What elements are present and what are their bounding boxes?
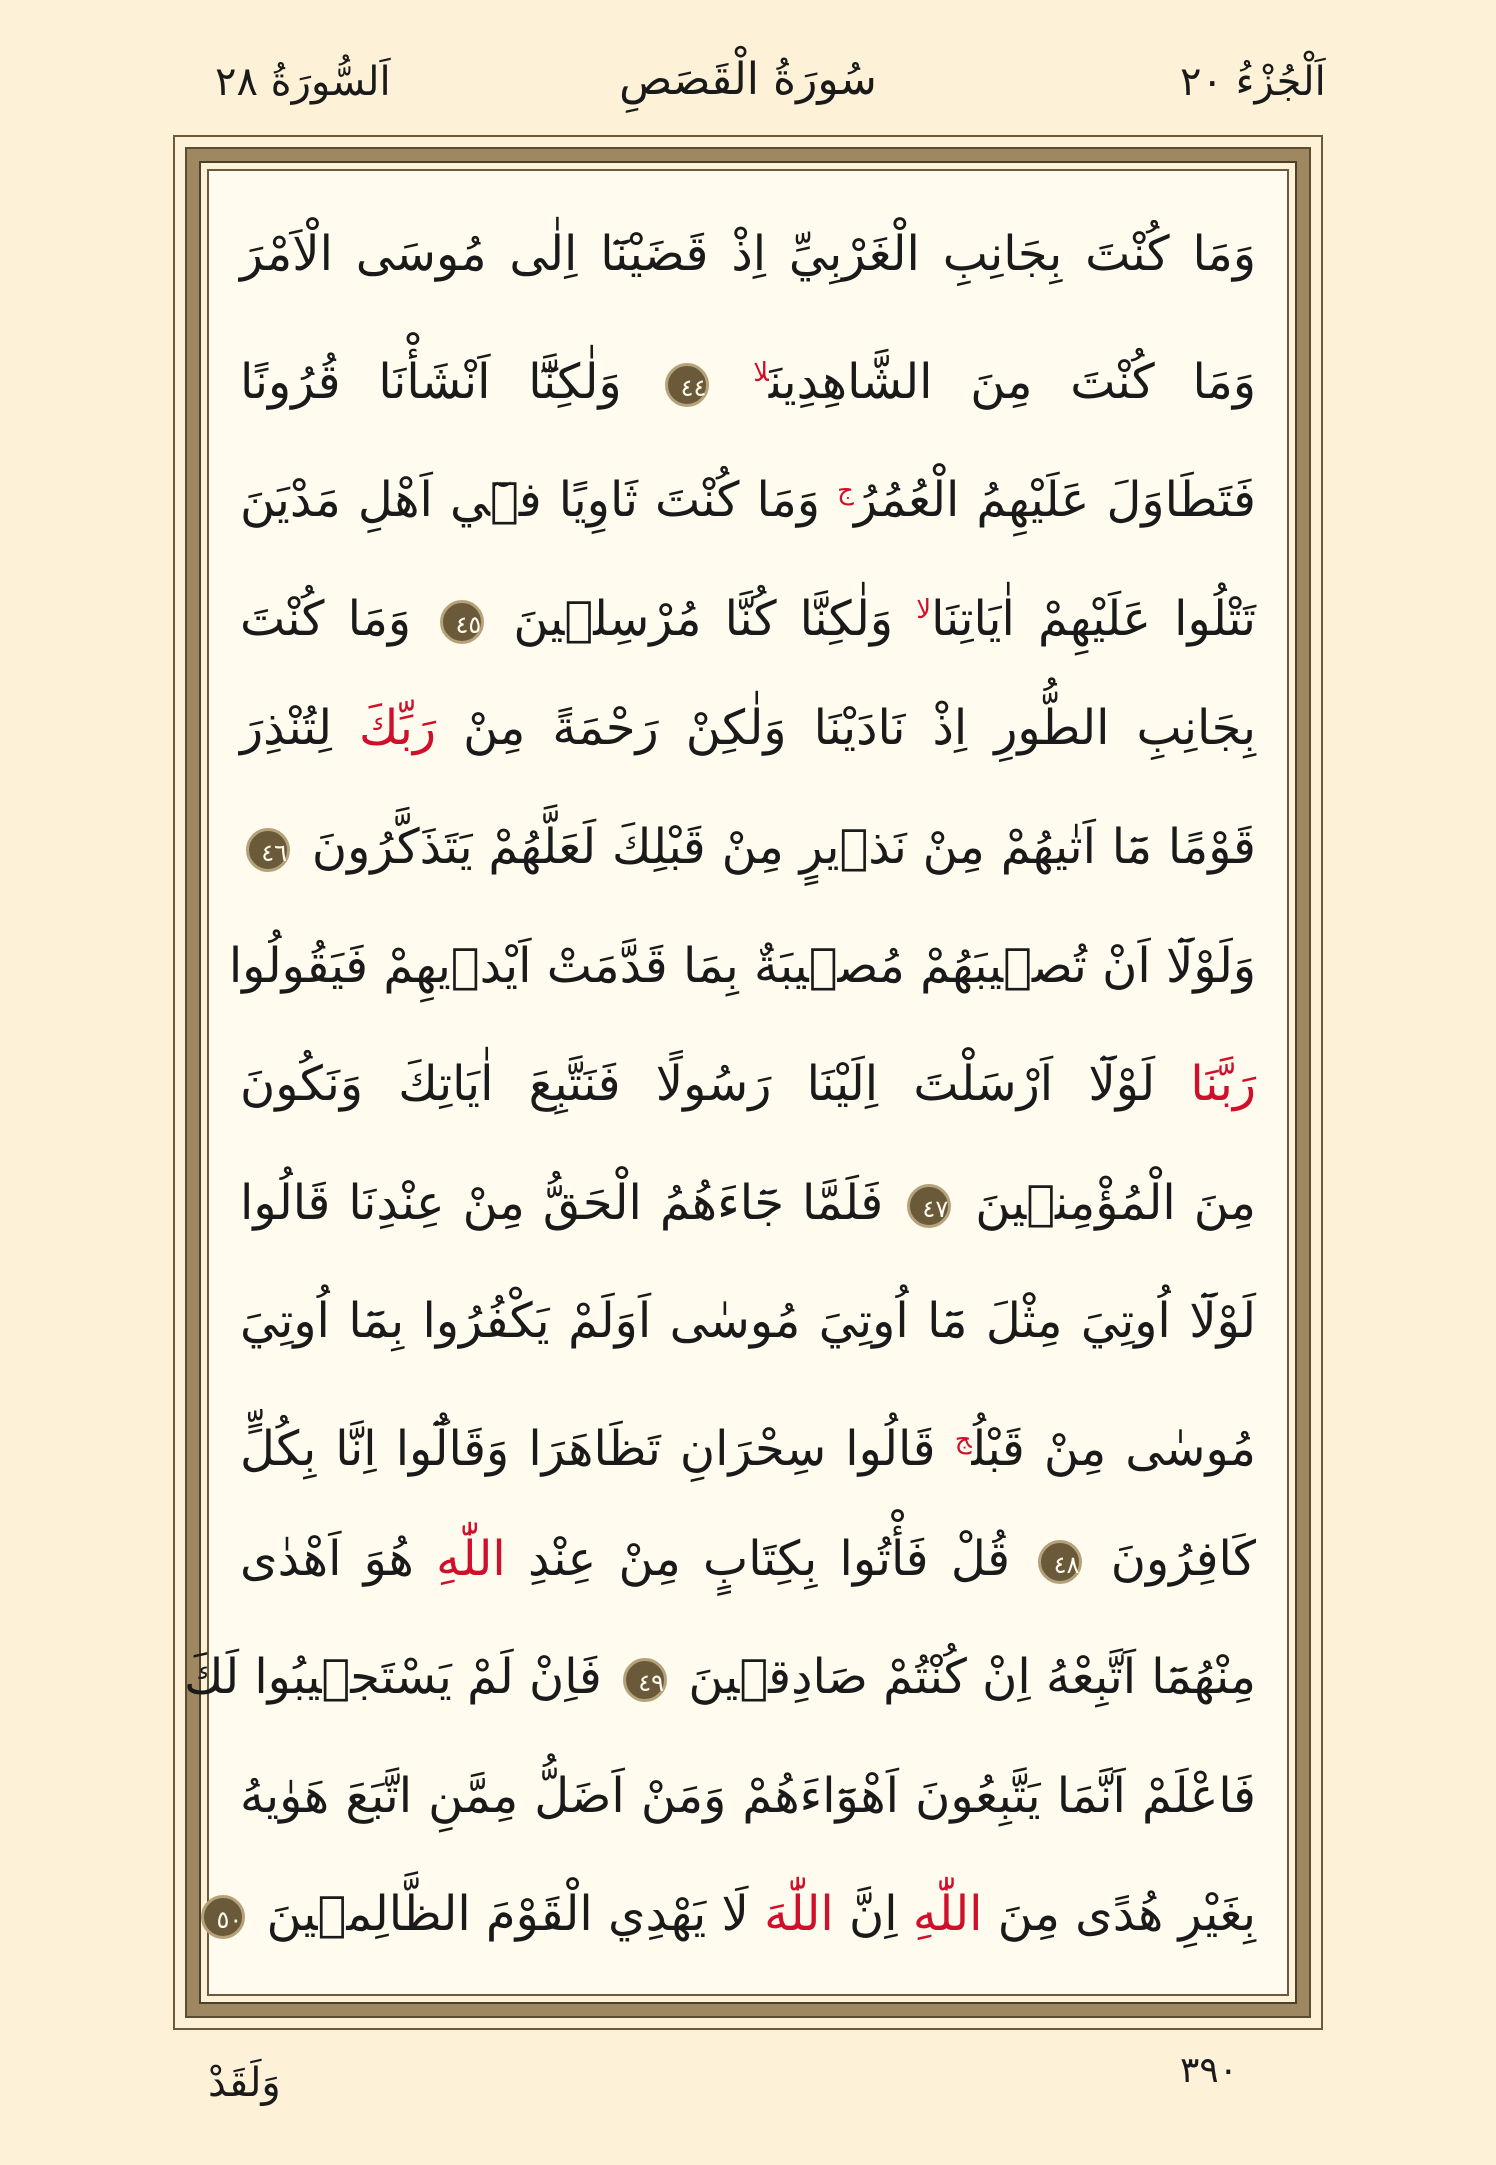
line-text: وَلٰكِنَّٓا اَنْشَأْنَا قُرُونًا <box>240 353 622 410</box>
verse-line <box>240 669 1256 788</box>
divine-name: رَبَّنَا <box>1190 1056 1256 1113</box>
line-text: مُوسٰى مِنْ قَبْلُ <box>971 1420 1256 1477</box>
line-text: قَالُوا سِحْرَانِ تَظَاهَرَا وَقَالُٓوا اِنَّا بِكُلٍّ <box>240 1420 936 1477</box>
pause-mark: لا <box>916 594 932 625</box>
line-text: قَوْمًا مَٓا اَتٰيهُمْ مِنْ نَذٖيرٍ مِنْ قَبْلِكَ لَعَلَّهُمْ يَتَذَكَّرُونَ <box>311 818 1256 875</box>
verse-line <box>240 314 1256 433</box>
line-text: فَاعْلَمْ اَنَّمَا يَتَّبِعُونَ اَهْوَٓاءَهُمْ وَمَنْ اَضَلُّ مِمَّنِ اتَّبَعَ هَوٰيهُ <box>240 1767 1256 1824</box>
divine-name: اللّٰهِ <box>912 1886 983 1943</box>
divine-name: رَبِّكَ <box>359 700 437 757</box>
line-text: مِنْهُمَٓا اَتَّبِعْهُ اِنْ كُنْتُمْ صَادِقٖينَ <box>688 1649 1256 1706</box>
verse-lines <box>183 195 1257 1975</box>
line-text: لِتُنْذِرَ <box>240 700 332 757</box>
verse-line <box>240 1737 1256 1856</box>
line-text: كَافِرُونَ <box>1110 1530 1257 1587</box>
ayah-number-marker: ٤٦ <box>246 828 290 872</box>
surah-number: اَلسُّورَةُ ٢٨ <box>215 59 391 105</box>
ayah-number-marker: ٤٤ <box>665 363 709 407</box>
verse-line <box>228 907 1256 1026</box>
line-text: هُوَ اَهْدٰى <box>240 1530 414 1587</box>
line-text: وَمَا كُنْتَ <box>240 590 412 647</box>
page-number: ٣٩٠ <box>1180 2050 1239 2091</box>
ayah-number-marker: ٤٧ <box>907 1184 951 1228</box>
juz-label: اَلْجُزْءُ ٢٠ <box>1180 59 1326 105</box>
pause-mark: لا <box>753 357 769 388</box>
line-text: فَاِنْ لَمْ يَسْتَجٖيبُوا لَكَ <box>183 1649 602 1706</box>
line-text: لَوْلَٓا اُوتِيَ مِثْلَ مَٓا اُوتِيَ مُوسٰى اَوَلَمْ يَكْفُرُوا بِمَٓا اُوتِيَ <box>240 1293 1256 1350</box>
line-text: فَلَمَّا جَٓاءَهُمُ الْحَقُّ مِنْ عِنْدِنَا قَالُوا <box>240 1174 884 1231</box>
line-text: مِنَ الْمُؤْمِنٖينَ <box>975 1174 1256 1231</box>
ayah-number-marker: ٤٩ <box>623 1658 667 1702</box>
verse-line <box>240 1144 1256 1263</box>
catchword: وَلَقَدْ <box>208 2060 281 2106</box>
line-text: تَتْلُوا عَلَيْهِمْ اٰيَاتِنَا <box>931 590 1257 647</box>
line-text: وَلٰكِنَّا كُنَّا مُرْسِلٖينَ <box>513 590 894 647</box>
line-text: فَتَطَاوَلَ عَلَيْهِمُ الْعُمُرُ <box>853 472 1257 529</box>
verse-line <box>240 788 1256 907</box>
ayah-number-marker: ٤٥ <box>440 600 484 644</box>
line-text: وَلَوْلَٓا اَنْ تُصٖيبَهُمْ مُصٖيبَةٌ بِمَا قَدَّمَتْ اَيْدٖيهِمْ فَيَقُولُوا <box>228 937 1256 994</box>
verse-line <box>240 551 1256 670</box>
verse-line <box>240 432 1256 551</box>
line-text: لَوْلَٓا اَرْسَلْتَ اِلَيْنَا رَسُولًا فَنَتَّبِعَ اٰيَاتِكَ وَنَكُونَ <box>240 1056 1156 1113</box>
line-text: بِجَانِبِ الطُّورِ اِذْ نَادَيْنَا وَلٰكِنْ رَحْمَةً مِنْ <box>463 700 1257 757</box>
verse-line <box>240 1500 1256 1619</box>
verse-line <box>240 1262 1256 1381</box>
line-text: قُلْ فَأْتُوا بِكِتَابٍ مِنْ عِنْدِ <box>527 1530 1011 1587</box>
line-text: وَمَا كُنْتَ مِنَ الشَّاهِدِينَ <box>768 353 1256 410</box>
pause-mark: ج <box>837 476 854 507</box>
divine-name: اللّٰهَ <box>764 1886 834 1943</box>
ayah-number-marker: ٤٨ <box>1038 1540 1082 1584</box>
ayah-number-marker: ٥٠ <box>201 1895 245 1939</box>
divine-name: اللّٰهِ <box>436 1530 506 1587</box>
verse-line <box>240 195 1256 314</box>
line-text: بِغَيْرِ هُدًى مِنَ <box>997 1886 1256 1943</box>
line-text: وَمَا كُنْتَ ثَاوِيًا فٖٓي اَهْلِ مَدْيَنَ <box>240 472 821 529</box>
pause-mark: ج <box>954 1424 972 1455</box>
verse-line <box>240 1381 1256 1500</box>
verse-line <box>183 1618 1256 1737</box>
verse-line <box>240 1025 1256 1144</box>
line-text: لَا يَهْدِي الْقَوْمَ الظَّالِمٖينَ <box>266 1886 749 1943</box>
verse-line <box>216 1855 1256 1974</box>
line-text: اِنَّ <box>848 1886 898 1943</box>
line-text: وَمَا كُنْتَ بِجَانِبِ الْغَرْبِيِّ اِذْ قَضَيْنَٓا اِلٰى مُوسَى الْاَمْرَ <box>240 226 1256 282</box>
surah-title: سُورَةُ الْقَصَصِ <box>619 54 877 105</box>
